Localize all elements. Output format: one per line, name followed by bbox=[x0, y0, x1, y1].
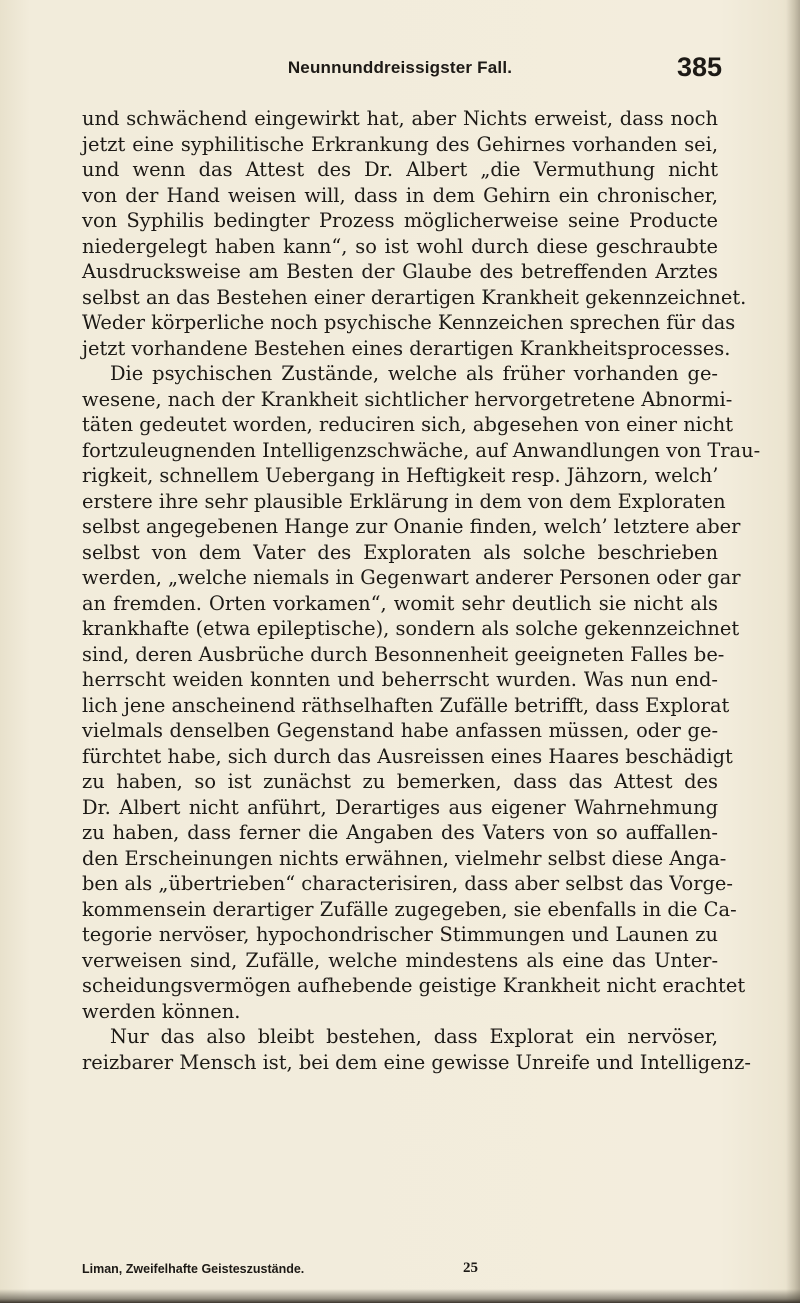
page-edge-shadow bbox=[786, 0, 800, 1303]
text-line: lich jene anscheinend räthselhaften Zufälle betrifft, dass Explorat bbox=[82, 693, 730, 717]
text-line: werden können. bbox=[82, 999, 241, 1023]
signature-line bbox=[82, 1262, 718, 1284]
text-line: niedergelegt haben kann“, so ist wohl durch diese geschraubte bbox=[82, 234, 718, 258]
page-number: 385 bbox=[676, 52, 722, 82]
text-line: tegorie nervöser, hypochondrischer Stimmungen und Launen zu bbox=[82, 923, 718, 946]
text-line: und wenn das Attest des Dr. Albert „die Vermuthung nicht bbox=[82, 158, 718, 181]
text-line: wesene, nach der Krankheit sichtlicher hervorgetretene Abnormi- bbox=[82, 387, 733, 411]
running-title: Neunnunddreissigster Fall. bbox=[287, 58, 513, 77]
paragraph-first-line: Nur das also bleibt bestehen, dass Explorat ein nervöser, bbox=[110, 1025, 718, 1048]
text-line: jetzt vorhandene Bestehen eines derartigen Krankheitsprocesses. bbox=[82, 336, 731, 360]
text-line: von der Hand weisen will, dass in dem Gehirn ein chronischer, bbox=[82, 183, 718, 207]
running-head bbox=[56, 48, 744, 88]
signature-text: Liman, Zweifelhafte Geisteszustände. bbox=[82, 1262, 305, 1276]
paragraph-first-line: Die psychischen Zustände, welche als früher vorhanden ge- bbox=[110, 362, 718, 385]
text-line: ben als „übertrieben“ characterisiren, dass aber selbst das Vorge- bbox=[82, 872, 733, 895]
text-line: Ausdrucksweise am Besten der Glaube des betreffenden Arztes bbox=[82, 260, 718, 283]
text-line: herrscht weiden konnten und beherrscht wurden. Was nun end- bbox=[82, 668, 718, 691]
text-line: fürchtet habe, sich durch das Ausreissen eines Haares beschädigt bbox=[82, 744, 733, 768]
text-line: jetzt eine syphilitische Erkrankung des Gehirnes vorhanden sei, bbox=[82, 132, 718, 156]
text-line: werden, „welche niemals in Gegenwart anderer Personen oder gar bbox=[82, 566, 741, 589]
text-line: vielmals denselben Gegenstand habe anfassen müssen, oder ge- bbox=[82, 719, 718, 742]
text-line: selbst angegebenen Hange zur Onanie finden, welch’ letztere aber bbox=[82, 515, 741, 538]
text-line: krankhafte (etwa epileptische), sondern als solche gekennzeichnet bbox=[82, 617, 740, 640]
text-line: selbst an das Bestehen einer derartigen Krankheit gekennzeichnet. bbox=[82, 285, 747, 309]
text-line: Weder körperliche noch psychische Kennzeichen sprechen für das bbox=[82, 311, 736, 334]
text-line: täten gedeutet worden, reduciren sich, abgesehen von einer nicht bbox=[82, 413, 734, 436]
text-line: fortzuleugnenden Intelligenzschwäche, auf Anwandlungen von Trau- bbox=[82, 438, 761, 462]
text-line: kommensein derartiger Zufälle zugegeben, sie ebenfalls in die Ca- bbox=[82, 897, 737, 921]
text-line: zu haben, dass ferner die Angaben des Vaters von so auffallen- bbox=[82, 821, 718, 844]
text-line: zu haben, so ist zunächst zu bemerken, dass das Attest des bbox=[82, 770, 718, 793]
text-line: selbst von dem Vater des Exploraten als solche beschrieben bbox=[82, 540, 718, 564]
text-line: an fremden. Orten vorkamen“, womit sehr deutlich sie nicht als bbox=[82, 591, 718, 615]
body-text bbox=[82, 106, 761, 1075]
text-line: den Erscheinungen nichts erwähnen, vielmehr selbst diese Anga- bbox=[82, 846, 727, 870]
text-line: reizbarer Mensch ist, bei dem eine gewisse Unreife und Intelligenz- bbox=[82, 1050, 751, 1074]
text-line: verweisen sind, Zufälle, welche mindestens als eine das Unter- bbox=[82, 948, 718, 972]
page-bottom-edge bbox=[0, 1289, 800, 1303]
text-line: sind, deren Ausbrüche durch Besonnenheit geeigneten Falles be- bbox=[82, 642, 725, 666]
text-line: von Syphilis bedingter Prozess möglicherweise seine Producte bbox=[82, 209, 718, 232]
sheet-number: 25 bbox=[463, 1260, 478, 1276]
text-line: erstere ihre sehr plausible Erklärung in dem von dem Exploraten bbox=[82, 489, 726, 513]
text-line: scheidungsvermögen aufhebende geistige Krankheit nicht erachtet bbox=[82, 974, 746, 997]
text-line: Dr. Albert nicht anführt, Derartiges aus eigener Wahrnehmung bbox=[82, 795, 718, 819]
text-line: rigkeit, schnellem Uebergang in Heftigkeit resp. Jähzorn, welch’ bbox=[82, 464, 719, 487]
text-line: und schwächend eingewirkt hat, aber Nichts erweist, dass noch bbox=[82, 107, 718, 130]
